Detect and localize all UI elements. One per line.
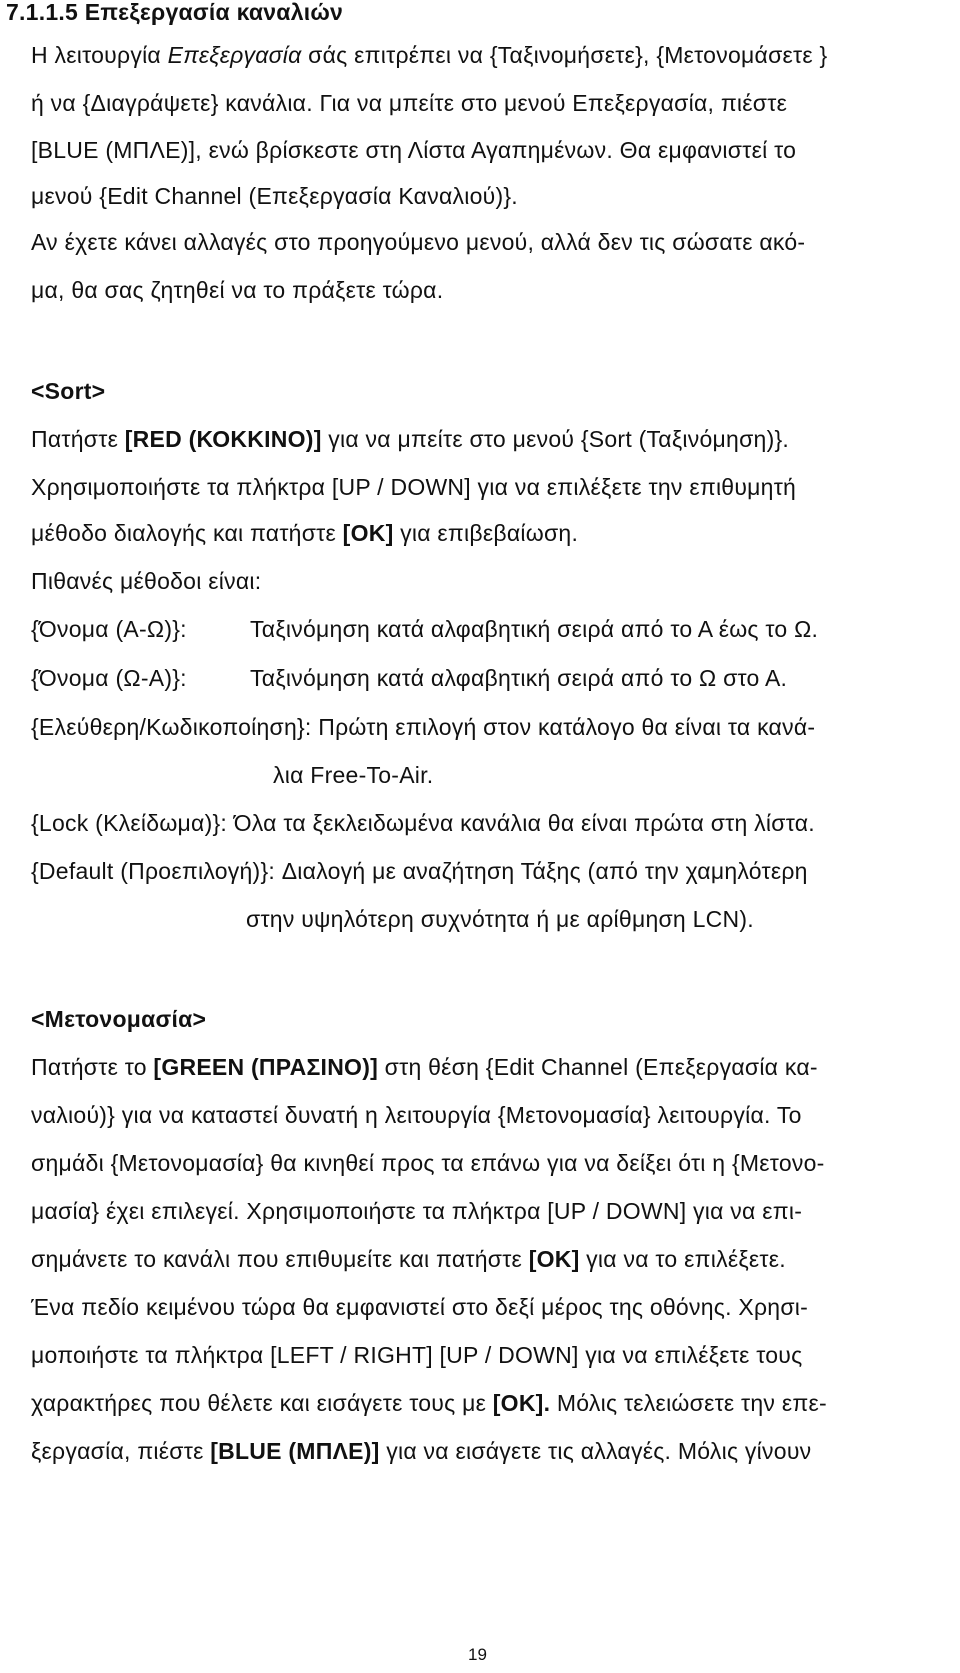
rename-text: στη θέση {Edit Channel (Επεξεργασία κα- (378, 1054, 818, 1080)
rename-text: Μόλις τελειώσετε την επε- (550, 1390, 827, 1416)
intro-line-3: [BLUE (ΜΠΛΕ)], ενώ βρίσκεστε στη Λίστα Αγαπημένων. Θα εμφανιστεί το (31, 137, 797, 163)
sort-text: μέθοδο διαλογής και πατήστε (31, 520, 343, 546)
rename-line-2: ναλιού)} για να καταστεί δυνατή η λειτουργία {Μετονομασία} λειτουργία. Το (31, 1102, 802, 1128)
sort-text: για να μπείτε στο μενού {Sort (Ταξινόμηση)}. (321, 426, 790, 452)
rename-heading: <Μετονομασία> (31, 1006, 207, 1032)
rename-text: Πατήστε το (31, 1054, 154, 1080)
intro-line-6: μα, θα σας ζητηθεί να το πράξετε τώρα. (31, 277, 444, 303)
key-blue: [BLUE (ΜΠΛΕ)] (210, 1438, 380, 1464)
key-green: [GREEN (ΠΡΑΣΙΝΟ)] (153, 1054, 379, 1080)
rename-line-3: σημάδι {Μετονομασία} θα κινηθεί προς τα επάνω για να δείξει ότι η {Μετονο- (31, 1150, 825, 1176)
method-name-za (31, 663, 187, 693)
rename-line-7: μοποιήστε τα πλήκτρα [LEFT / RIGHT] [UP / DOWN] για να επιλέξετε τους (31, 1342, 803, 1368)
method-lock (31, 808, 815, 838)
intro-line-4: μενού {Edit Channel (Επεξεργασία Καναλιού)}. (31, 183, 518, 209)
method-term: {Default (Προεπιλογή)}: (31, 858, 276, 884)
sort-heading: <Sort> (31, 378, 106, 404)
method-desc-cont: λια Free-To-Air. (273, 762, 434, 788)
sort-line-2: Χρησιμοποιήστε τα πλήκτρα [UP / DOWN] για να επιλέξετε την επιθυμητή (31, 474, 797, 500)
sort-text: Πατήστε (31, 426, 125, 452)
sort-line-3 (31, 518, 578, 548)
method-desc: Ταξινόμηση κατά αλφαβητική σειρά από το Ω στο Α. (250, 665, 788, 691)
section-title: 7.1.1.5 Επεξεργασία καναλιών (6, 0, 344, 25)
sort-text: για επιβεβαίωση. (393, 520, 579, 546)
method-term: {Όνομα (Α-Ω)}: (31, 616, 187, 642)
method-desc: Πρώτη επιλογή στον κατάλογο θα είναι τα κανά- (318, 714, 816, 740)
method-term: {Ελεύθερη/Κωδικοποίηση}: (31, 714, 312, 740)
rename-line-6: Ένα πεδίο κειμένου τώρα θα εμφανιστεί στο δεξί μέρος της οθόνης. Χρησι- (31, 1294, 809, 1320)
key-red: [RED (ΚΟΚΚΙΝΟ)] (124, 426, 322, 452)
rename-text: ξεργασία, πιέστε (31, 1438, 211, 1464)
rename-text: για να εισάγετε τις αλλαγές. Μόλις γίνουν (379, 1438, 812, 1464)
method-desc: Όλα τα ξεκλειδωμένα κανάλια θα είναι πρώτα στη λίστα. (233, 810, 815, 836)
method-name-az (31, 614, 187, 644)
method-default (31, 856, 808, 886)
rename-line-1 (31, 1052, 818, 1082)
method-term: {Lock (Κλείδωμα)}: (31, 810, 228, 836)
rename-line-9 (31, 1436, 811, 1466)
intro-line-2: ή να {Διαγράψετε} κανάλια. Για να μπείτε στο μενού Επεξεργασία, πιέστε (31, 90, 788, 116)
intro-text: σάς επιτρέπει να {Ταξινομήσετε}, {Μετονομάσετε } (301, 42, 828, 68)
rename-line-4: μασία} έχει επιλεγεί. Χρησιμοποιήστε τα πλήκτρα [UP / DOWN] για να επι- (31, 1198, 803, 1224)
rename-line-5 (31, 1244, 786, 1274)
intro-line-5: Αν έχετε κάνει αλλαγές στο προηγούμενο μενού, αλλά δεν τις σώσατε ακό- (31, 229, 806, 255)
sort-line-4: Πιθανές μέθοδοι είναι: (31, 568, 262, 594)
method-desc: Διαλογή με αναζήτηση Τάξης (από την χαμηλότερη (281, 858, 808, 884)
sort-line-1 (31, 424, 789, 454)
method-term: {Όνομα (Ω-Α)}: (31, 665, 187, 691)
key-ok: [OK] (342, 520, 394, 546)
key-ok: [OK]. (492, 1390, 551, 1416)
emphasis-text: Επεξεργασία (167, 42, 302, 68)
method-desc: Ταξινόμηση κατά αλφαβητική σειρά από το Α έως το Ω. (250, 616, 819, 642)
page-number: 19 (468, 1645, 487, 1664)
intro-text: Η λειτουργία (31, 42, 168, 68)
method-free-scrambled (31, 712, 815, 742)
intro-line-1 (31, 40, 827, 70)
rename-text: χαρακτήρες που θέλετε και εισάγετε τους με (31, 1390, 493, 1416)
key-ok: [OK] (528, 1246, 580, 1272)
method-desc-cont: στην υψηλότερη συχνότητα ή με αρίθμηση LCN). (246, 906, 754, 932)
rename-line-8 (31, 1388, 827, 1418)
rename-text: για να το επιλέξετε. (579, 1246, 786, 1272)
rename-text: σημάνετε το κανάλι που επιθυμείτε και πατήστε (31, 1246, 529, 1272)
